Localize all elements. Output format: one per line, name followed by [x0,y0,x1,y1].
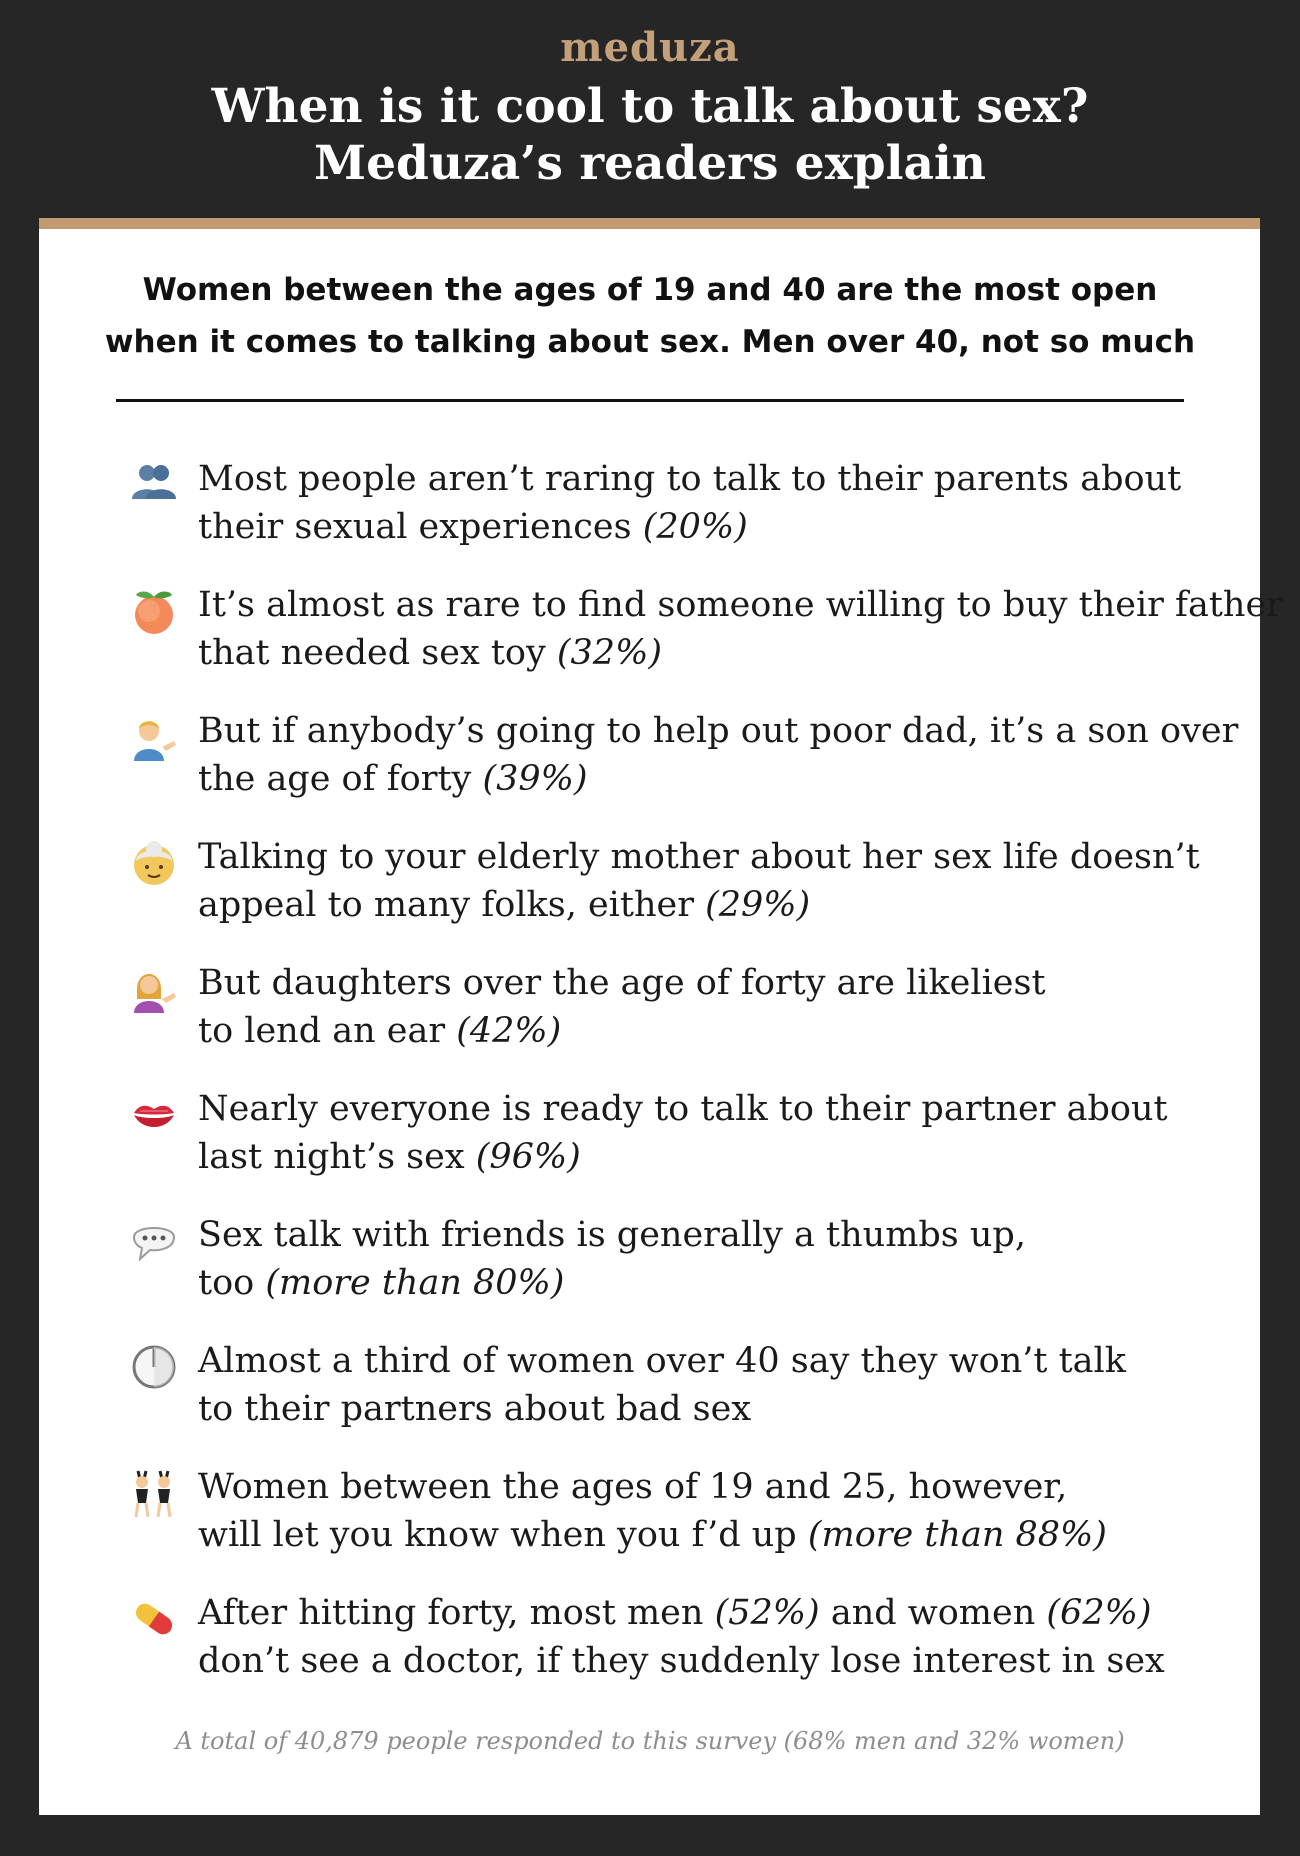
peach-icon [128,585,180,637]
list-item [0,581,1300,691]
item-line-1: Nearly everyone is ready to talk to their partner about [198,1089,1168,1129]
item-line-2: the age of forty [198,759,472,799]
item-stat: (more than 88%) [807,1515,1107,1555]
item-line-2: their sexual experiences [198,507,632,547]
list-item [0,1085,1300,1195]
item-line-2: appeal to many folks, either [198,885,694,925]
item-line-1: Sex talk with friends is generally a thumbs up, [198,1215,1026,1255]
list-item [0,1337,1300,1447]
man-tipping-hand-icon [128,711,180,763]
item-stat: (29%) [705,885,811,925]
survey-footnote: A total of 40,879 people responded to this survey (68% men and 32% women) [175,1727,1125,1755]
pill-icon [128,1593,180,1645]
list-item [0,1589,1300,1699]
card-accent-bar [39,218,1260,229]
card-subtitle-line-2: when it comes to talking about sex. Men over 40, not so much [104,324,1196,360]
women-with-bunny-ears-icon [128,1467,180,1519]
subtitle-divider [116,399,1184,402]
card-subtitle-line-1: Women between the ages of 19 and 40 are the most open [142,272,1158,308]
item-line-1: Women between the ages of 19 and 25, however, [198,1467,1068,1507]
list-item [0,833,1300,943]
item-stat: (96%) [475,1137,581,1177]
woman-tipping-hand-icon [128,963,180,1015]
item-stat: (42%) [456,1011,562,1051]
page-title-line-1: When is it cool to talk about sex? [211,79,1089,134]
item-line-2: will let you know when you f’d up [198,1515,797,1555]
list-item [0,1463,1300,1573]
meduza-logo[interactable]: meduza [560,24,740,71]
speech-balloon-icon [128,1215,180,1267]
item-line-2: too [198,1263,255,1303]
item-line-2: that needed sex toy [198,633,546,673]
kiss-mark-icon [128,1089,180,1141]
item-line-1: It’s almost as rare to find someone willing to buy their father [198,585,1283,625]
page-title [0,78,1300,192]
card-subtitle [0,264,1300,368]
item-stat: (more than 80%) [265,1263,565,1303]
item-line-1-continued: and women [830,1593,1036,1633]
item-line-1: After hitting forty, most men [198,1593,704,1633]
item-line-1: But daughters over the age of forty are likeliest [198,963,1046,1003]
half-moon-icon [128,1341,180,1393]
item-line-1: But if anybody’s going to help out poor dad, it’s a son over [198,711,1239,751]
list-item [0,455,1300,565]
people-silhouettes-icon [128,459,180,511]
page-title-line-2: Meduza’s readers explain [314,136,986,191]
item-line-2: to their partners about bad sex [198,1389,752,1429]
item-line-1: Most people aren’t raring to talk to their parents about [198,459,1182,499]
item-line-1: Talking to your elderly mother about her sex life doesn’t [198,837,1200,877]
item-line-2: don’t see a doctor, if they suddenly lose interest in sex [198,1641,1165,1681]
list-item [0,707,1300,817]
item-line-2: last night’s sex [198,1137,465,1177]
item-stat: (20%) [642,507,748,547]
item-line-1: Almost a third of women over 40 say they won’t talk [198,1341,1126,1381]
item-stat-women: (62%) [1046,1593,1152,1633]
item-stat-men: (52%) [714,1593,820,1633]
older-woman-icon [128,837,180,889]
list-item [0,959,1300,1069]
list-item [0,1211,1300,1321]
item-stat: (32%) [556,633,662,673]
item-line-2: to lend an ear [198,1011,446,1051]
item-stat: (39%) [482,759,588,799]
